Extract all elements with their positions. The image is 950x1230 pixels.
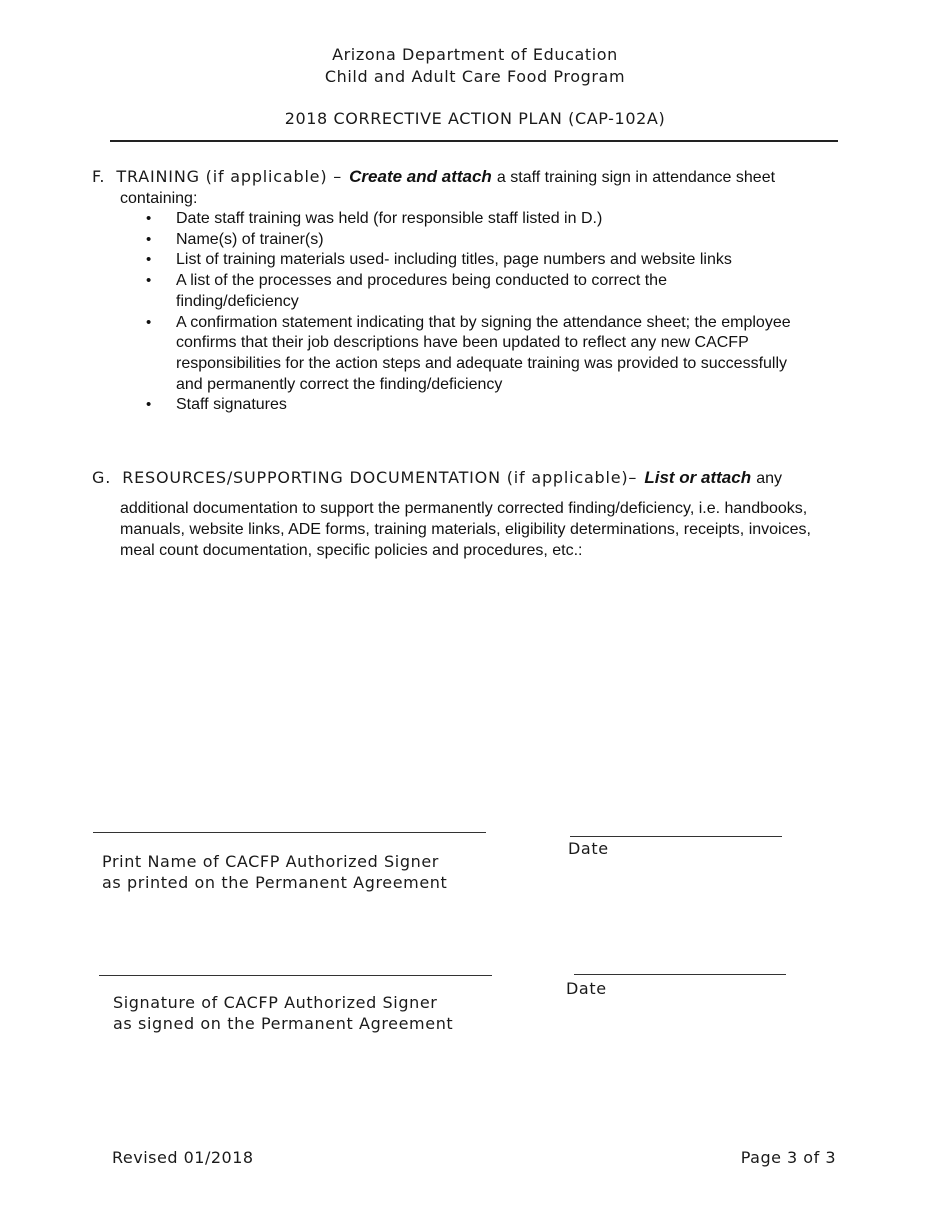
training-checklist [120,209,810,416]
section-f-emphasis: Create and attach [349,167,492,186]
revision-date: Revised 01/2018 [112,1148,254,1167]
header-program: Child and Adult Care Food Program [324,67,626,86]
print-name-label: Print Name of CACFP Authorized Signer [102,852,439,871]
signature-label: Signature of CACFP Authorized Signer [113,993,438,1012]
signature-line[interactable] [99,975,492,976]
date-line-2[interactable] [574,974,786,975]
list-item: • A list of the processes and procedures being conducted to correct the finding/deficiency [120,271,810,312]
list-item: • Name(s) of trainer(s) [120,230,810,251]
section-g-text: any [756,470,782,487]
section-g-paragraph: additional documentation to support the permanently corrected finding/deficiency, i.e. handbooks, manuals, website links, ADE forms, training materials, eligibility determinations, receipts, invoices, meal count documentation, specific policies and procedures, etc.: [120,500,811,559]
list-item: • List of training materials used- including titles, page numbers and website links [120,250,810,271]
page-number: Page 3 of 3 [740,1148,836,1167]
list-item: • Staff signatures [120,395,810,416]
section-g-emphasis: List or attach [644,468,752,487]
section-g-letter: G. [92,468,112,487]
section-f-text-line2: containing: [120,190,198,207]
list-item: • A confirmation statement indicating that by signing the attendance sheet; the employee confirms that their job descriptions have been updated to reflect any new CACFP responsibilities for the action steps and adequate training was provided to successfully and permanently correct the finding/deficiency [120,313,810,396]
section-f [92,167,832,416]
list-item: • Date staff training was held (for responsible staff listed in D.) [120,209,810,230]
section-f-label: TRAINING (if applicable) – [116,167,343,186]
print-name-sublabel: as printed on the Permanent Agreement [102,873,448,892]
date-line-1[interactable] [570,836,782,837]
date-label-1: Date [568,839,609,858]
section-g [92,468,832,489]
print-name-line[interactable] [93,832,486,833]
section-f-text: a staff training sign in attendance sheet [496,169,776,186]
date-label-2: Date [566,979,607,998]
section-g-label: RESOURCES/SUPPORTING DOCUMENTATION (if applicable)– [122,468,638,487]
header-agency: Arizona Department of Education [332,45,618,64]
signature-sublabel: as signed on the Permanent Agreement [113,1014,454,1033]
section-f-letter: F. [92,167,106,186]
header-divider [110,140,838,142]
page-title: 2018 CORRECTIVE ACTION PLAN (CAP-102A) [284,109,666,128]
